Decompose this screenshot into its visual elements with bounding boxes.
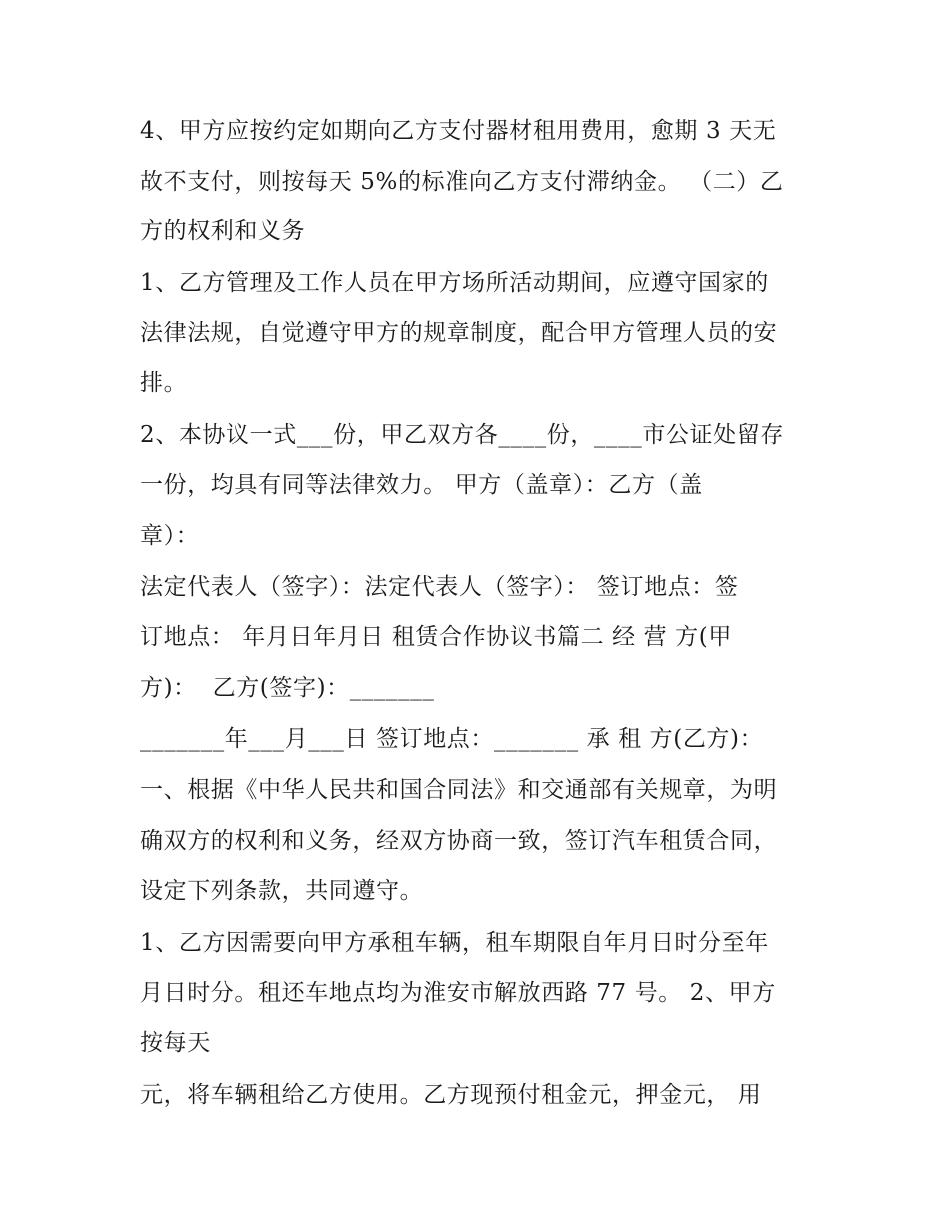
text-line: 章）：: [140, 523, 200, 549]
text-line: 4、甲方应按约定如期向乙方支付器材租用费用，愈期 3 天无: [140, 118, 777, 144]
text-line: 法律法规，自觉遵守甲方的规章制度，配合甲方管理人员的安: [140, 320, 778, 346]
text-line: 订地点： 年月日年月日 租赁合作协议书篇二 经 营 方(甲: [140, 624, 732, 650]
text-line: 方)： 乙方(签字)：_______: [140, 675, 435, 701]
text-line: 确双方的权利和义务，经双方协商一致，签订汽车租赁合同，: [140, 828, 778, 854]
text-line: 月日时分。租还车地点均为淮安市解放西路 77 号。 2、甲方: [140, 980, 776, 1006]
text-line: 故不支付，则按每天 5%的标准向乙方支付滞纳金。 （二）乙: [140, 169, 784, 195]
text-line: 元，将车辆租给乙方使用。乙方现预付租金元，押金元， 用: [140, 1082, 762, 1108]
text-line: 设定下列条款，共同遵守。: [140, 878, 424, 904]
text-line: 一、根据《中华人民共和国合同法》和交通部有关规章，为明: [140, 777, 778, 803]
text-line: 1、乙方因需要向甲方承租车辆，租车期限自年月日时分至年: [140, 930, 769, 956]
text-line: 1、乙方管理及工作人员在甲方场所活动期间，应遵守国家的: [140, 270, 769, 296]
text-line: 按每天: [140, 1030, 211, 1056]
text-line: 方的权利和义务: [140, 218, 306, 244]
text-line: 法定代表人（签字）：法定代表人（签字）： 签订地点：签: [140, 574, 739, 600]
text-line: 2、本协议一式___份，甲乙双方各____份，____市公证处留存: [140, 422, 784, 448]
text-line: 一份，均具有同等法律效力。 甲方（盖章）：乙方（盖: [140, 472, 703, 498]
text-line: _______年___月___日 签订地点：_______ 承 租 方(乙方)：: [140, 726, 764, 752]
text-line: 排。: [140, 370, 188, 396]
